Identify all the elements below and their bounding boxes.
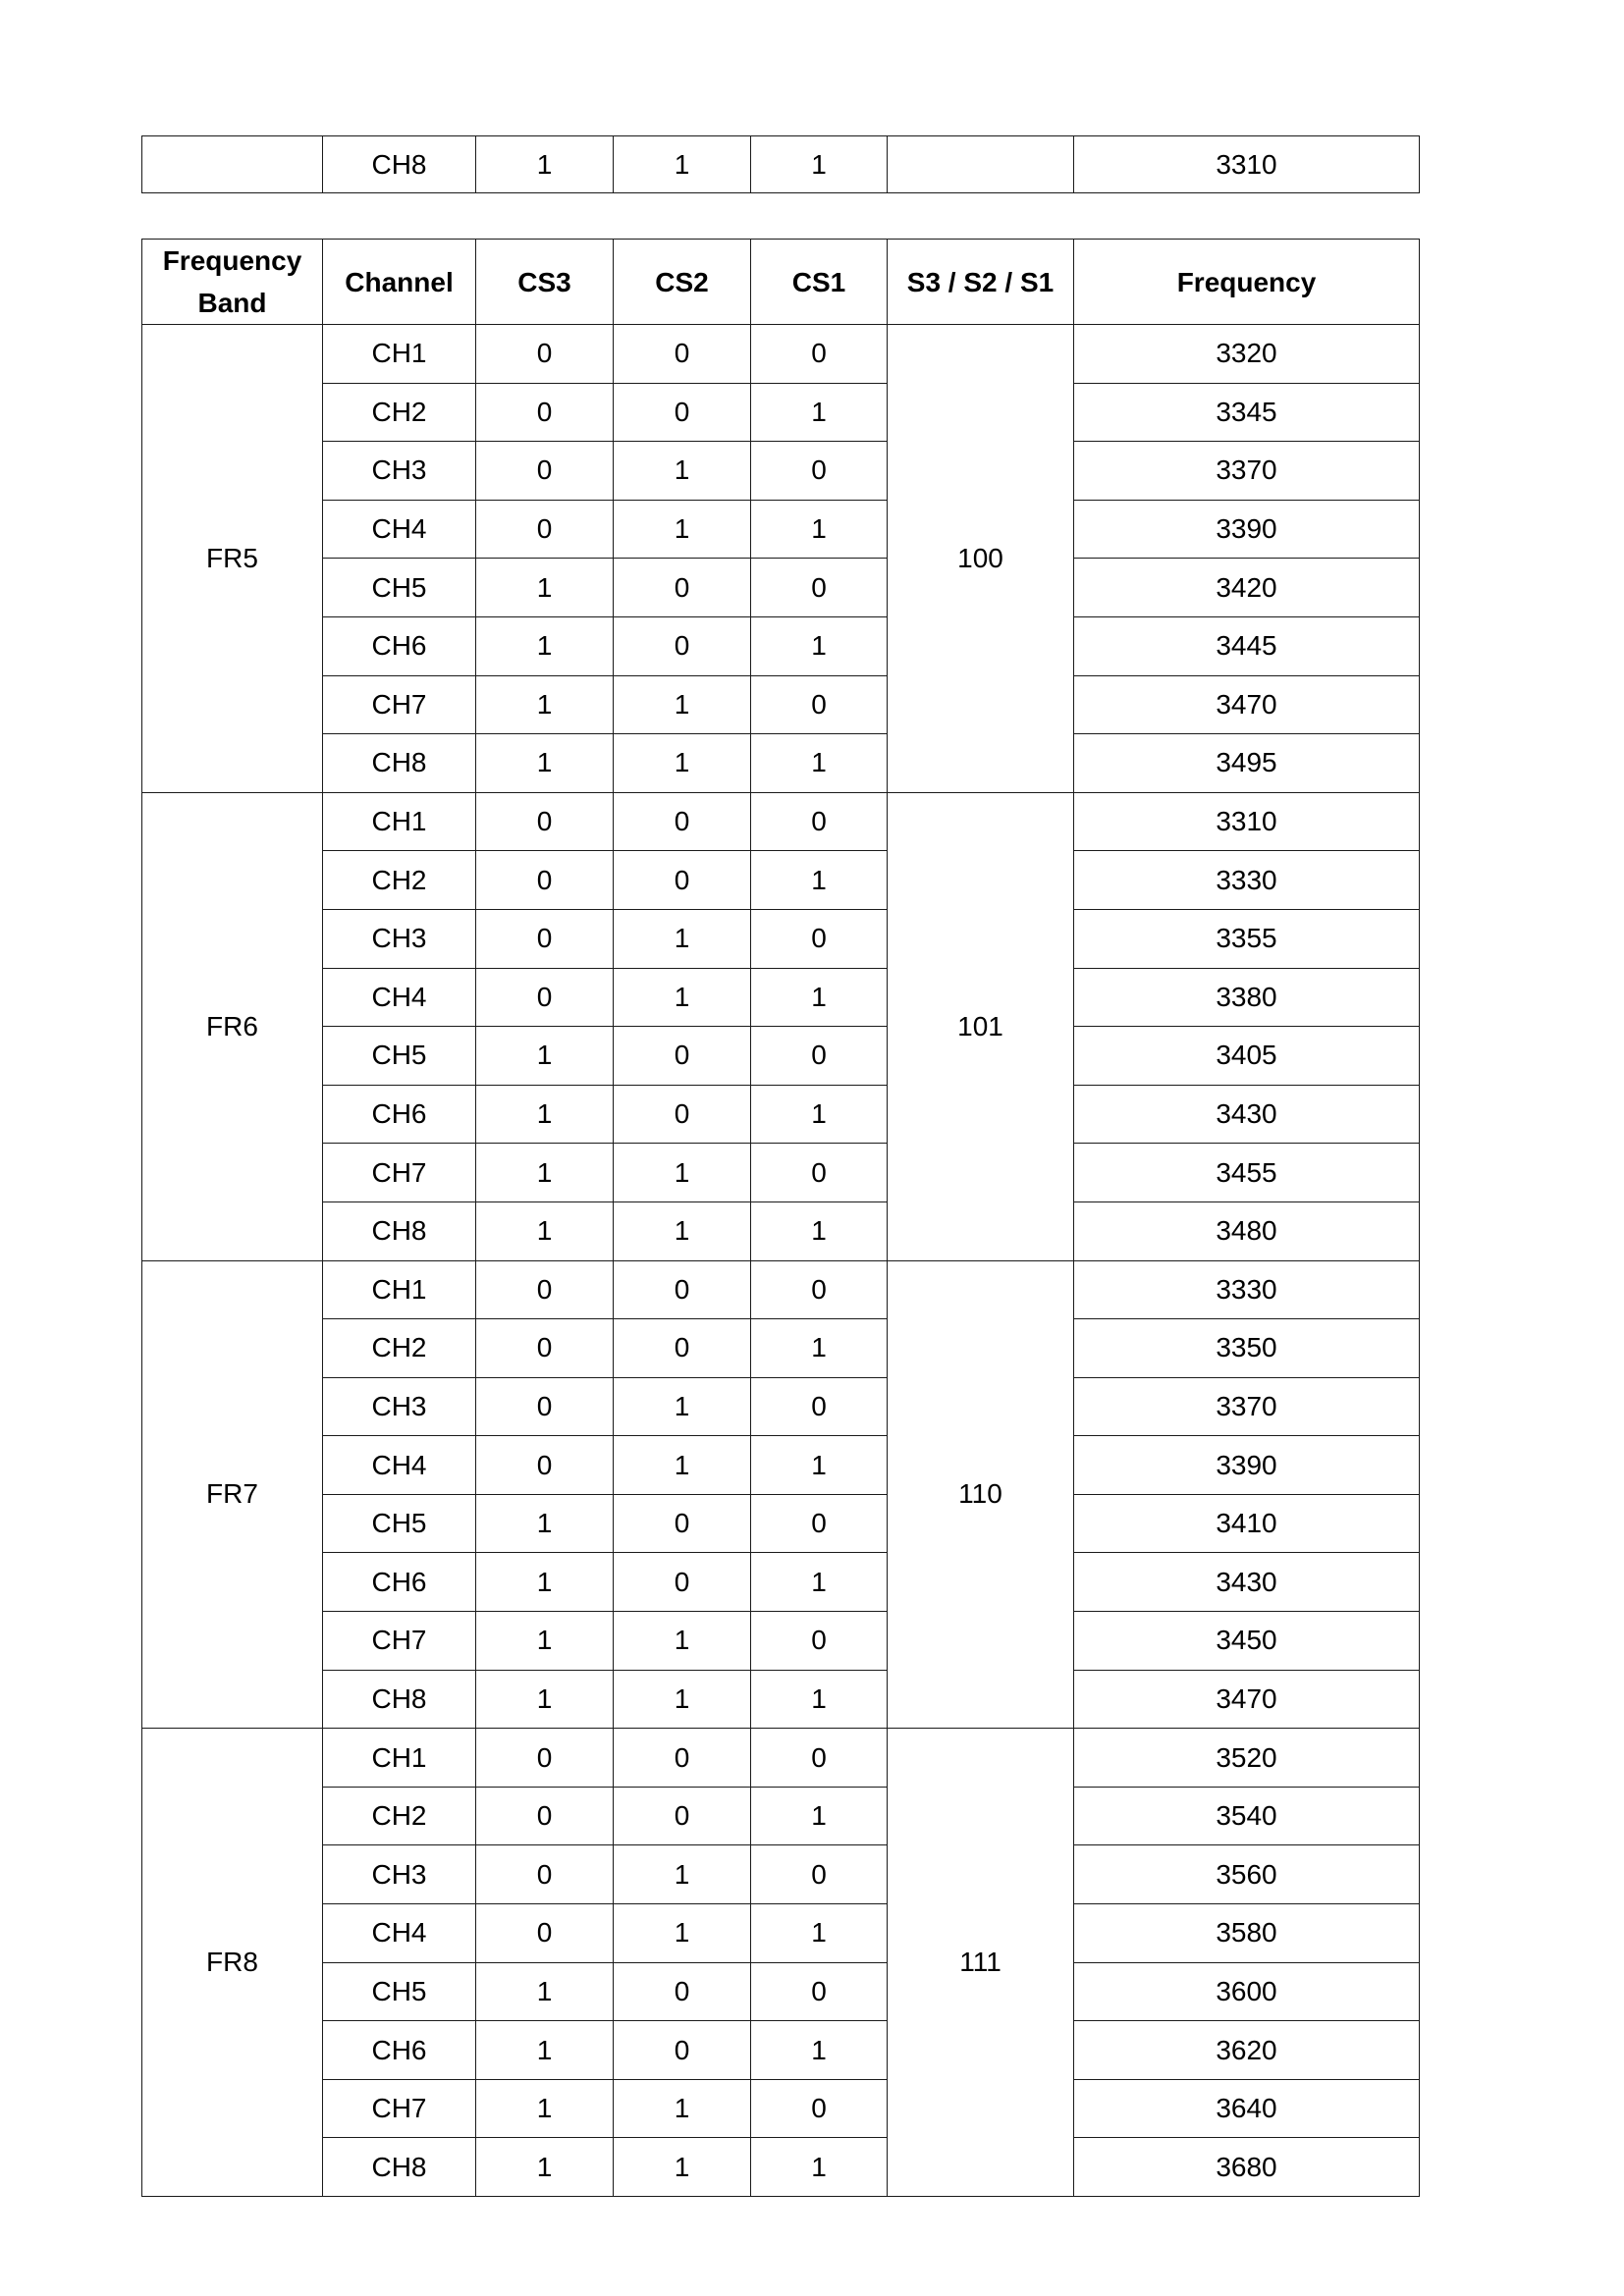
cs3-cell: 1 <box>476 2079 614 2138</box>
frequency-cell: 3430 <box>1074 1553 1420 1612</box>
cs3-cell: 0 <box>476 1260 614 1319</box>
channel-cell: CH1 <box>323 325 476 384</box>
cs1-cell: 1 <box>751 2021 888 2080</box>
cs3-cell: 0 <box>476 1845 614 1904</box>
cs3-cell: 0 <box>476 968 614 1027</box>
table-row <box>142 1904 1420 1963</box>
table-row <box>142 1085 1420 1144</box>
cs3-cell: 0 <box>476 792 614 851</box>
cs1-cell: 1 <box>751 136 888 193</box>
cs3-cell: 0 <box>476 500 614 559</box>
cs2-cell: 1 <box>614 1845 751 1904</box>
table-row <box>142 1436 1420 1495</box>
header-band-line2: Band <box>197 288 267 318</box>
table-row <box>142 1962 1420 2021</box>
cs2-cell: 1 <box>614 734 751 793</box>
cs1-cell: 1 <box>751 1670 888 1729</box>
cs2-cell: 1 <box>614 909 751 968</box>
cs3-cell: 1 <box>476 616 614 675</box>
table-row <box>142 1612 1420 1671</box>
channel-cell: CH6 <box>323 2021 476 2080</box>
cs2-cell: 1 <box>614 1904 751 1963</box>
header-row <box>142 240 1420 325</box>
cs3-cell: 1 <box>476 1612 614 1671</box>
cs3-cell: 0 <box>476 442 614 501</box>
cs1-cell: 0 <box>751 325 888 384</box>
cs2-cell: 0 <box>614 1319 751 1378</box>
frequency-cell: 3410 <box>1074 1494 1420 1553</box>
band-cell: FR6 <box>142 792 323 1260</box>
cs2-cell: 0 <box>614 1494 751 1553</box>
s-bits-cell <box>888 136 1074 193</box>
header-frequency-band <box>142 240 323 325</box>
cs1-cell: 0 <box>751 2079 888 2138</box>
frequency-cell: 3350 <box>1074 1319 1420 1378</box>
cs2-cell: 0 <box>614 1260 751 1319</box>
continuation-table <box>141 135 1420 193</box>
cs3-cell: 0 <box>476 1319 614 1378</box>
channel-cell: CH8 <box>323 136 476 193</box>
cs1-cell: 1 <box>751 1436 888 1495</box>
channel-cell: CH6 <box>323 1085 476 1144</box>
cs1-cell: 0 <box>751 442 888 501</box>
channel-cell: CH4 <box>323 1904 476 1963</box>
cs2-cell: 0 <box>614 383 751 442</box>
cs2-cell: 0 <box>614 851 751 910</box>
channel-cell: CH7 <box>323 1144 476 1202</box>
channel-cell: CH8 <box>323 734 476 793</box>
frequency-cell: 3380 <box>1074 968 1420 1027</box>
cs1-cell: 0 <box>751 1377 888 1436</box>
cs3-cell: 0 <box>476 325 614 384</box>
cs1-cell: 0 <box>751 1260 888 1319</box>
cs1-cell: 0 <box>751 1962 888 2021</box>
cs1-cell: 0 <box>751 1144 888 1202</box>
table-row <box>142 968 1420 1027</box>
header-s-bits: S3 / S2 / S1 <box>888 240 1074 325</box>
table-row <box>142 909 1420 968</box>
cs3-cell: 1 <box>476 1085 614 1144</box>
frequency-cell: 3620 <box>1074 2021 1420 2080</box>
channel-cell: CH3 <box>323 1377 476 1436</box>
cs2-cell: 1 <box>614 1377 751 1436</box>
cs1-cell: 0 <box>751 559 888 617</box>
cs3-cell: 0 <box>476 1436 614 1495</box>
channel-cell: CH4 <box>323 1436 476 1495</box>
s-bits-cell: 101 <box>888 792 1074 1260</box>
cs2-cell: 0 <box>614 559 751 617</box>
table-row <box>142 1377 1420 1436</box>
table-row <box>142 1144 1420 1202</box>
channel-cell: CH3 <box>323 1845 476 1904</box>
cs1-cell: 0 <box>751 1729 888 1788</box>
frequency-cell: 3445 <box>1074 616 1420 675</box>
frequency-cell: 3310 <box>1074 792 1420 851</box>
cs1-cell: 1 <box>751 616 888 675</box>
table-row <box>142 675 1420 734</box>
cs3-cell: 1 <box>476 1027 614 1086</box>
table-row <box>142 616 1420 675</box>
cs3-cell: 1 <box>476 1962 614 2021</box>
table-row <box>142 734 1420 793</box>
frequency-cell: 3390 <box>1074 500 1420 559</box>
frequency-cell: 3470 <box>1074 1670 1420 1729</box>
channel-cell: CH6 <box>323 616 476 675</box>
header-cs2: CS2 <box>614 240 751 325</box>
band-cell: FR8 <box>142 1729 323 2197</box>
cs2-cell: 0 <box>614 616 751 675</box>
cs1-cell: 1 <box>751 500 888 559</box>
cs3-cell: 1 <box>476 1201 614 1260</box>
cs1-cell: 1 <box>751 1201 888 1260</box>
frequency-cell: 3495 <box>1074 734 1420 793</box>
cs1-cell: 1 <box>751 1787 888 1845</box>
header-cs1: CS1 <box>751 240 888 325</box>
cs1-cell: 1 <box>751 1553 888 1612</box>
channel-cell: CH4 <box>323 500 476 559</box>
table-row <box>142 559 1420 617</box>
table-row <box>142 325 1420 384</box>
cs1-cell: 1 <box>751 1904 888 1963</box>
table-row <box>142 1319 1420 1378</box>
channel-cell: CH2 <box>323 1319 476 1378</box>
frequency-cell: 3345 <box>1074 383 1420 442</box>
cs2-cell: 1 <box>614 442 751 501</box>
frequency-cell: 3560 <box>1074 1845 1420 1904</box>
cs3-cell: 1 <box>476 1553 614 1612</box>
frequency-cell: 3320 <box>1074 325 1420 384</box>
frequency-cell: 3640 <box>1074 2079 1420 2138</box>
frequency-cell: 3600 <box>1074 1962 1420 2021</box>
frequency-cell: 3470 <box>1074 675 1420 734</box>
cs1-cell: 0 <box>751 1494 888 1553</box>
cs1-cell: 0 <box>751 909 888 968</box>
frequency-cell: 3455 <box>1074 1144 1420 1202</box>
cs2-cell: 1 <box>614 2079 751 2138</box>
table-row <box>142 1670 1420 1729</box>
frequency-cell: 3520 <box>1074 1729 1420 1788</box>
channel-cell: CH5 <box>323 1962 476 2021</box>
channel-cell: CH1 <box>323 1729 476 1788</box>
channel-cell: CH7 <box>323 675 476 734</box>
cs2-cell: 0 <box>614 1729 751 1788</box>
cs2-cell: 1 <box>614 1144 751 1202</box>
frequency-cell: 3405 <box>1074 1027 1420 1086</box>
cs3-cell: 1 <box>476 2138 614 2197</box>
channel-cell: CH7 <box>323 1612 476 1671</box>
table-row <box>142 792 1420 851</box>
cs2-cell: 1 <box>614 500 751 559</box>
channel-cell: CH1 <box>323 792 476 851</box>
header-frequency: Frequency <box>1074 240 1420 325</box>
cs3-cell: 1 <box>476 136 614 193</box>
frequency-cell: 3390 <box>1074 1436 1420 1495</box>
frequency-cell: 3370 <box>1074 1377 1420 1436</box>
channel-cell: CH7 <box>323 2079 476 2138</box>
channel-cell: CH4 <box>323 968 476 1027</box>
band-cell <box>142 136 323 193</box>
table-row <box>142 1553 1420 1612</box>
channel-cell: CH8 <box>323 2138 476 2197</box>
channel-cell: CH5 <box>323 1494 476 1553</box>
cs1-cell: 1 <box>751 851 888 910</box>
frequency-cell: 3330 <box>1074 851 1420 910</box>
cs3-cell: 1 <box>476 559 614 617</box>
frequency-table <box>141 239 1420 2197</box>
table-row <box>142 500 1420 559</box>
cs1-cell: 0 <box>751 792 888 851</box>
table-row <box>142 442 1420 501</box>
s-bits-cell: 100 <box>888 325 1074 793</box>
cs1-cell: 1 <box>751 968 888 1027</box>
table-row <box>142 1787 1420 1845</box>
table-row <box>142 1729 1420 1788</box>
channel-cell: CH5 <box>323 559 476 617</box>
table-row <box>142 383 1420 442</box>
frequency-cell: 3370 <box>1074 442 1420 501</box>
cs3-cell: 1 <box>476 734 614 793</box>
cs2-cell: 1 <box>614 2138 751 2197</box>
cs1-cell: 0 <box>751 1612 888 1671</box>
frequency-cell: 3420 <box>1074 559 1420 617</box>
cs3-cell: 1 <box>476 1144 614 1202</box>
cs2-cell: 0 <box>614 1027 751 1086</box>
cs2-cell: 0 <box>614 1553 751 1612</box>
cs2-cell: 1 <box>614 675 751 734</box>
cs3-cell: 0 <box>476 1904 614 1963</box>
s-bits-cell: 111 <box>888 1729 1074 2197</box>
cs2-cell: 0 <box>614 792 751 851</box>
cs2-cell: 1 <box>614 1436 751 1495</box>
channel-cell: CH5 <box>323 1027 476 1086</box>
channel-cell: CH1 <box>323 1260 476 1319</box>
channel-cell: CH2 <box>323 383 476 442</box>
cs2-cell: 1 <box>614 1670 751 1729</box>
channel-cell: CH2 <box>323 1787 476 1845</box>
cs2-cell: 0 <box>614 2021 751 2080</box>
channel-cell: CH3 <box>323 442 476 501</box>
cs2-cell: 1 <box>614 1612 751 1671</box>
cs1-cell: 1 <box>751 2138 888 2197</box>
cs1-cell: 1 <box>751 1319 888 1378</box>
table-row <box>142 1260 1420 1319</box>
frequency-cell: 3450 <box>1074 1612 1420 1671</box>
frequency-cell: 3330 <box>1074 1260 1420 1319</box>
table-row <box>142 2138 1420 2197</box>
frequency-cell: 3680 <box>1074 2138 1420 2197</box>
cs2-cell: 1 <box>614 136 751 193</box>
frequency-cell: 3580 <box>1074 1904 1420 1963</box>
cs3-cell: 0 <box>476 909 614 968</box>
cs3-cell: 1 <box>476 1494 614 1553</box>
frequency-cell: 3540 <box>1074 1787 1420 1845</box>
cs1-cell: 0 <box>751 675 888 734</box>
band-cell: FR7 <box>142 1260 323 1729</box>
s-bits-cell: 110 <box>888 1260 1074 1729</box>
header-channel: Channel <box>323 240 476 325</box>
cs2-cell: 0 <box>614 1085 751 1144</box>
cs1-cell: 1 <box>751 383 888 442</box>
cs3-cell: 1 <box>476 675 614 734</box>
table-row <box>142 2079 1420 2138</box>
channel-cell: CH8 <box>323 1201 476 1260</box>
cs2-cell: 1 <box>614 1201 751 1260</box>
frequency-cell: 3355 <box>1074 909 1420 968</box>
cs1-cell: 1 <box>751 734 888 793</box>
table-row <box>142 851 1420 910</box>
frequency-cell: 3430 <box>1074 1085 1420 1144</box>
cs2-cell: 0 <box>614 1962 751 2021</box>
table-row <box>142 1494 1420 1553</box>
cs1-cell: 0 <box>751 1027 888 1086</box>
table-row <box>142 1201 1420 1260</box>
cs3-cell: 0 <box>476 1787 614 1845</box>
cs3-cell: 0 <box>476 851 614 910</box>
cs3-cell: 1 <box>476 2021 614 2080</box>
cs2-cell: 0 <box>614 325 751 384</box>
table-row <box>142 2021 1420 2080</box>
cs2-cell: 1 <box>614 968 751 1027</box>
table-row <box>142 1027 1420 1086</box>
channel-cell: CH8 <box>323 1670 476 1729</box>
table-row <box>142 136 1420 193</box>
cs2-cell: 0 <box>614 1787 751 1845</box>
cs3-cell: 0 <box>476 1377 614 1436</box>
frequency-cell: 3310 <box>1074 136 1420 193</box>
header-band-line1: Frequency <box>162 245 302 276</box>
table-body <box>142 325 1420 2197</box>
band-cell: FR5 <box>142 325 323 793</box>
cs1-cell: 0 <box>751 1845 888 1904</box>
header-cs3: CS3 <box>476 240 614 325</box>
table-row <box>142 1845 1420 1904</box>
cs3-cell: 1 <box>476 1670 614 1729</box>
channel-cell: CH2 <box>323 851 476 910</box>
cs3-cell: 0 <box>476 1729 614 1788</box>
channel-cell: CH3 <box>323 909 476 968</box>
cs1-cell: 1 <box>751 1085 888 1144</box>
cs3-cell: 0 <box>476 383 614 442</box>
channel-cell: CH6 <box>323 1553 476 1612</box>
frequency-cell: 3480 <box>1074 1201 1420 1260</box>
